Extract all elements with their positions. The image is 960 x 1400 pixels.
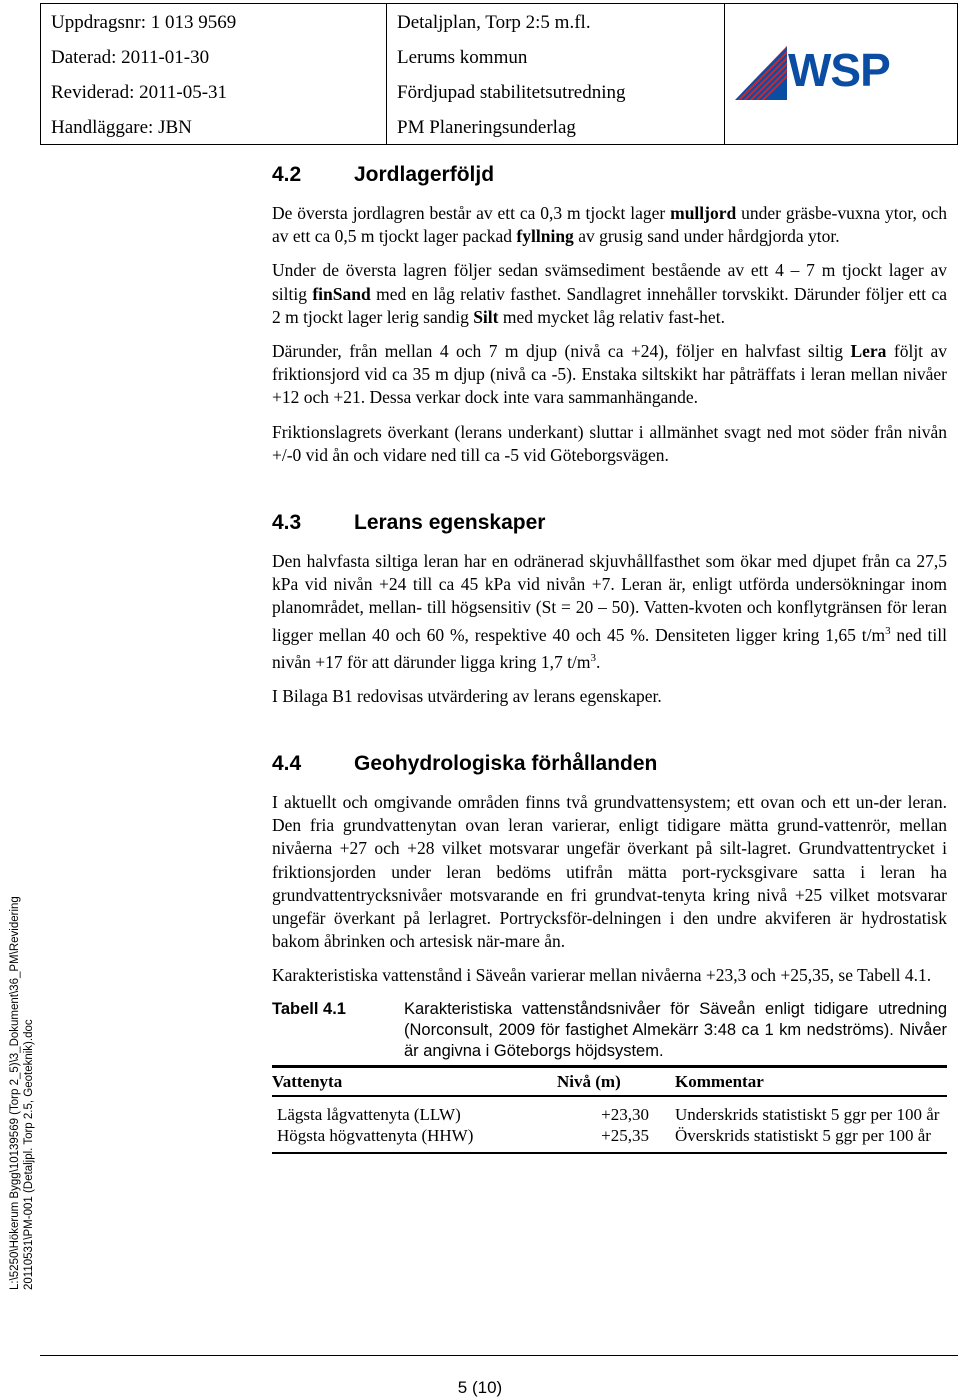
footer-rule [40, 1355, 958, 1356]
table-cell: Lägsta lågvattenyta (LLW) [277, 1104, 461, 1124]
table-cell: Överskrids statistiskt 5 ggr per 100 år [675, 1125, 947, 1153]
text-run: med en låg relativ fasthet. Sandlagret innehåller torvskikt. Därunder följer ett ca 2 m tjockt lager lerig sandig [272, 283, 947, 327]
text-run: I aktuellt och omgivande områden finns två grundvattensystem; ett ovan och ett un-der leran. Den fria grundvattenytan ovan leran varierar, enligt tidigare mätta grund-vattenrör, mellan nivåerna +27 och +28 vilket motsvarar ungefär överkant på silt-lagret. Grundvattentrycket i friktionsjorden under leran bedöms utifrån mätta port-rycksgivare satta i leran ha grundvattentrycksnivåer motsvarande en fri grundvat-tenyta kring nivå +25 vilket motsvarar ungefär överkant på lerlagret. Portrycksför-delningen i den undre akviferen är hydrostatisk bakom åbrinken och artesisk när-mare ån. [272, 791, 947, 952]
text-run: I Bilaga B1 redovisas utvärdering av lerans egenskaper. [272, 685, 662, 706]
text-run: följt av friktionsjord vid ca 35 m djup (nivå ca -5). Enstaka siltskikt har påträffats i leran mellan nivåer +12 och +21. Dessa verkar dock inte vara sammanhängande. [272, 341, 947, 408]
bold-term: finSand [312, 283, 371, 304]
header-doc-type: PM Planeringsunderlag [397, 117, 576, 138]
text-run: med mycket låg relativ fast-het. [498, 306, 725, 327]
paragraph [272, 964, 947, 987]
table-cell: Högsta högvattenyta (HHW) [272, 1125, 557, 1153]
header-date: Daterad: 2011-01-30 [51, 47, 210, 68]
bold-term: fyllning [516, 226, 574, 247]
text-run: Friktionslagrets överkant (lerans underkant) sluttar i allmänhet svagt ned mot söder från nivån +/-0 vid ån och vidare ned till ca -5 vid Göteborgsvägen. [272, 421, 947, 465]
file-path-line: 20110531\PM-001 (Detaljpl. Torp 2.5, Geoteknik).doc [23, 1019, 35, 1290]
table-header-row [272, 1066, 947, 1096]
header-project: Detaljplan, Torp 2:5 m.fl. [397, 12, 591, 33]
superscript: 3 [885, 624, 891, 637]
header-divider [386, 4, 387, 144]
header-study: Fördjupad stabilitetsutredning [397, 82, 626, 103]
table-caption-text: Karakteristiska vattenståndsnivåer för Säveån enligt tidigare utredning (Norconsult, 2009 för fastighet Almekärr 3:48 ca 1 km nedströms). Nivåer är angivna i Göteborgs höjdsystem. [404, 999, 947, 1060]
main-content [272, 162, 947, 1154]
text-run: under gräsbe-vuxna ytor, och av ett ca 0,5 m tjockt lager packad [272, 203, 947, 247]
paragraph [272, 340, 947, 410]
table-cell: Underskrids statistiskt 5 ggr per 100 år [675, 1104, 940, 1124]
text-run: ned till nivån +17 för att därunder ligga kring 1,7 t/m [272, 624, 947, 672]
section-title: Jordlagerföljd [354, 163, 495, 186]
header-municipality: Lerums kommun [397, 47, 528, 68]
text-run: Därunder, från mellan 4 och 7 m djup (nivå ca +24), följer en halvfast siltig [272, 341, 851, 362]
header-assignment-number: Uppdragsnr: 1 013 9569 [51, 12, 237, 33]
paragraph [272, 685, 947, 708]
header-handler: Handläggare: JBN [51, 117, 192, 138]
section-title: Lerans egenskaper [354, 511, 546, 535]
table-label: Tabell 4.1 [272, 999, 346, 1018]
water-level-table [272, 1065, 947, 1154]
text-run: Under de översta lagren följer sedan svämsediment bestående av ett 4 – 7 m tjockt lager av siltig [272, 260, 947, 304]
section-title: Geohydrologiska förhållanden [354, 751, 658, 775]
file-path-margin [8, 896, 36, 1290]
logo-text: WSP [788, 44, 890, 96]
section-heading [272, 510, 947, 536]
paragraph [272, 259, 947, 329]
text-run: av grusig sand under hårdgjorda ytor. [573, 226, 840, 247]
section-number: 4.4 [272, 751, 302, 775]
table-header-cell: Vattenyta [272, 1066, 557, 1096]
table-header-cell: Kommentar [675, 1066, 947, 1096]
text-run: De översta jordlagren består av ett ca 0,3 m tjockt lager [272, 203, 671, 223]
paragraph [272, 791, 947, 953]
text-run: Karakteristiska vattenstånd i Säveån varierar mellan nivåerna +23,3 och +25,35, se Tabell 4.1. [272, 965, 932, 986]
bold-term: Lera [850, 341, 887, 362]
section-number: 4.2 [272, 163, 302, 186]
section-heading [272, 751, 947, 777]
header-revised: Reviderad: 2011-05-31 [51, 82, 228, 103]
header-divider [724, 4, 725, 144]
paragraph [272, 202, 947, 248]
paragraph [272, 421, 947, 467]
section-heading [272, 162, 947, 188]
table-cell: +23,30 [601, 1104, 649, 1124]
bold-term: Silt [473, 306, 499, 327]
table-cell: +25,35 [557, 1125, 675, 1153]
wsp-logo [735, 38, 920, 102]
text-run: . [595, 651, 601, 672]
table-header-cell: Nivå (m) [557, 1066, 675, 1096]
file-path-line: L:\5250\Hökerum Bygg\10139569 (Torp 2_5)\3_Dokument\36_PM\Revidering [9, 896, 21, 1290]
superscript: 3 [590, 651, 596, 664]
table-caption [272, 999, 947, 1062]
page-number: 5 (10) [457, 1378, 503, 1397]
bold-term: mulljord [670, 203, 737, 223]
table-row [272, 1096, 947, 1125]
paragraph [272, 550, 947, 674]
section-number: 4.3 [272, 511, 302, 535]
table-row [272, 1125, 947, 1153]
text-run: Den halvfasta siltiga leran har en odränerad skjuvhållfasthet som ökar med djupet från ca 27,5 kPa vid nivån +24 till ca 45 kPa vid nivån +7. Leran är, enligt utförda undersökningar inom planområdet, mellan- till högsensitiv (St = 20 – 50). Vatten-kvoten och konflytgränsen för leran ligger mellan 40 och 60 %, respektive 40 och 45 %. Densiteten ligger kring 1,65 t/m [272, 551, 947, 645]
